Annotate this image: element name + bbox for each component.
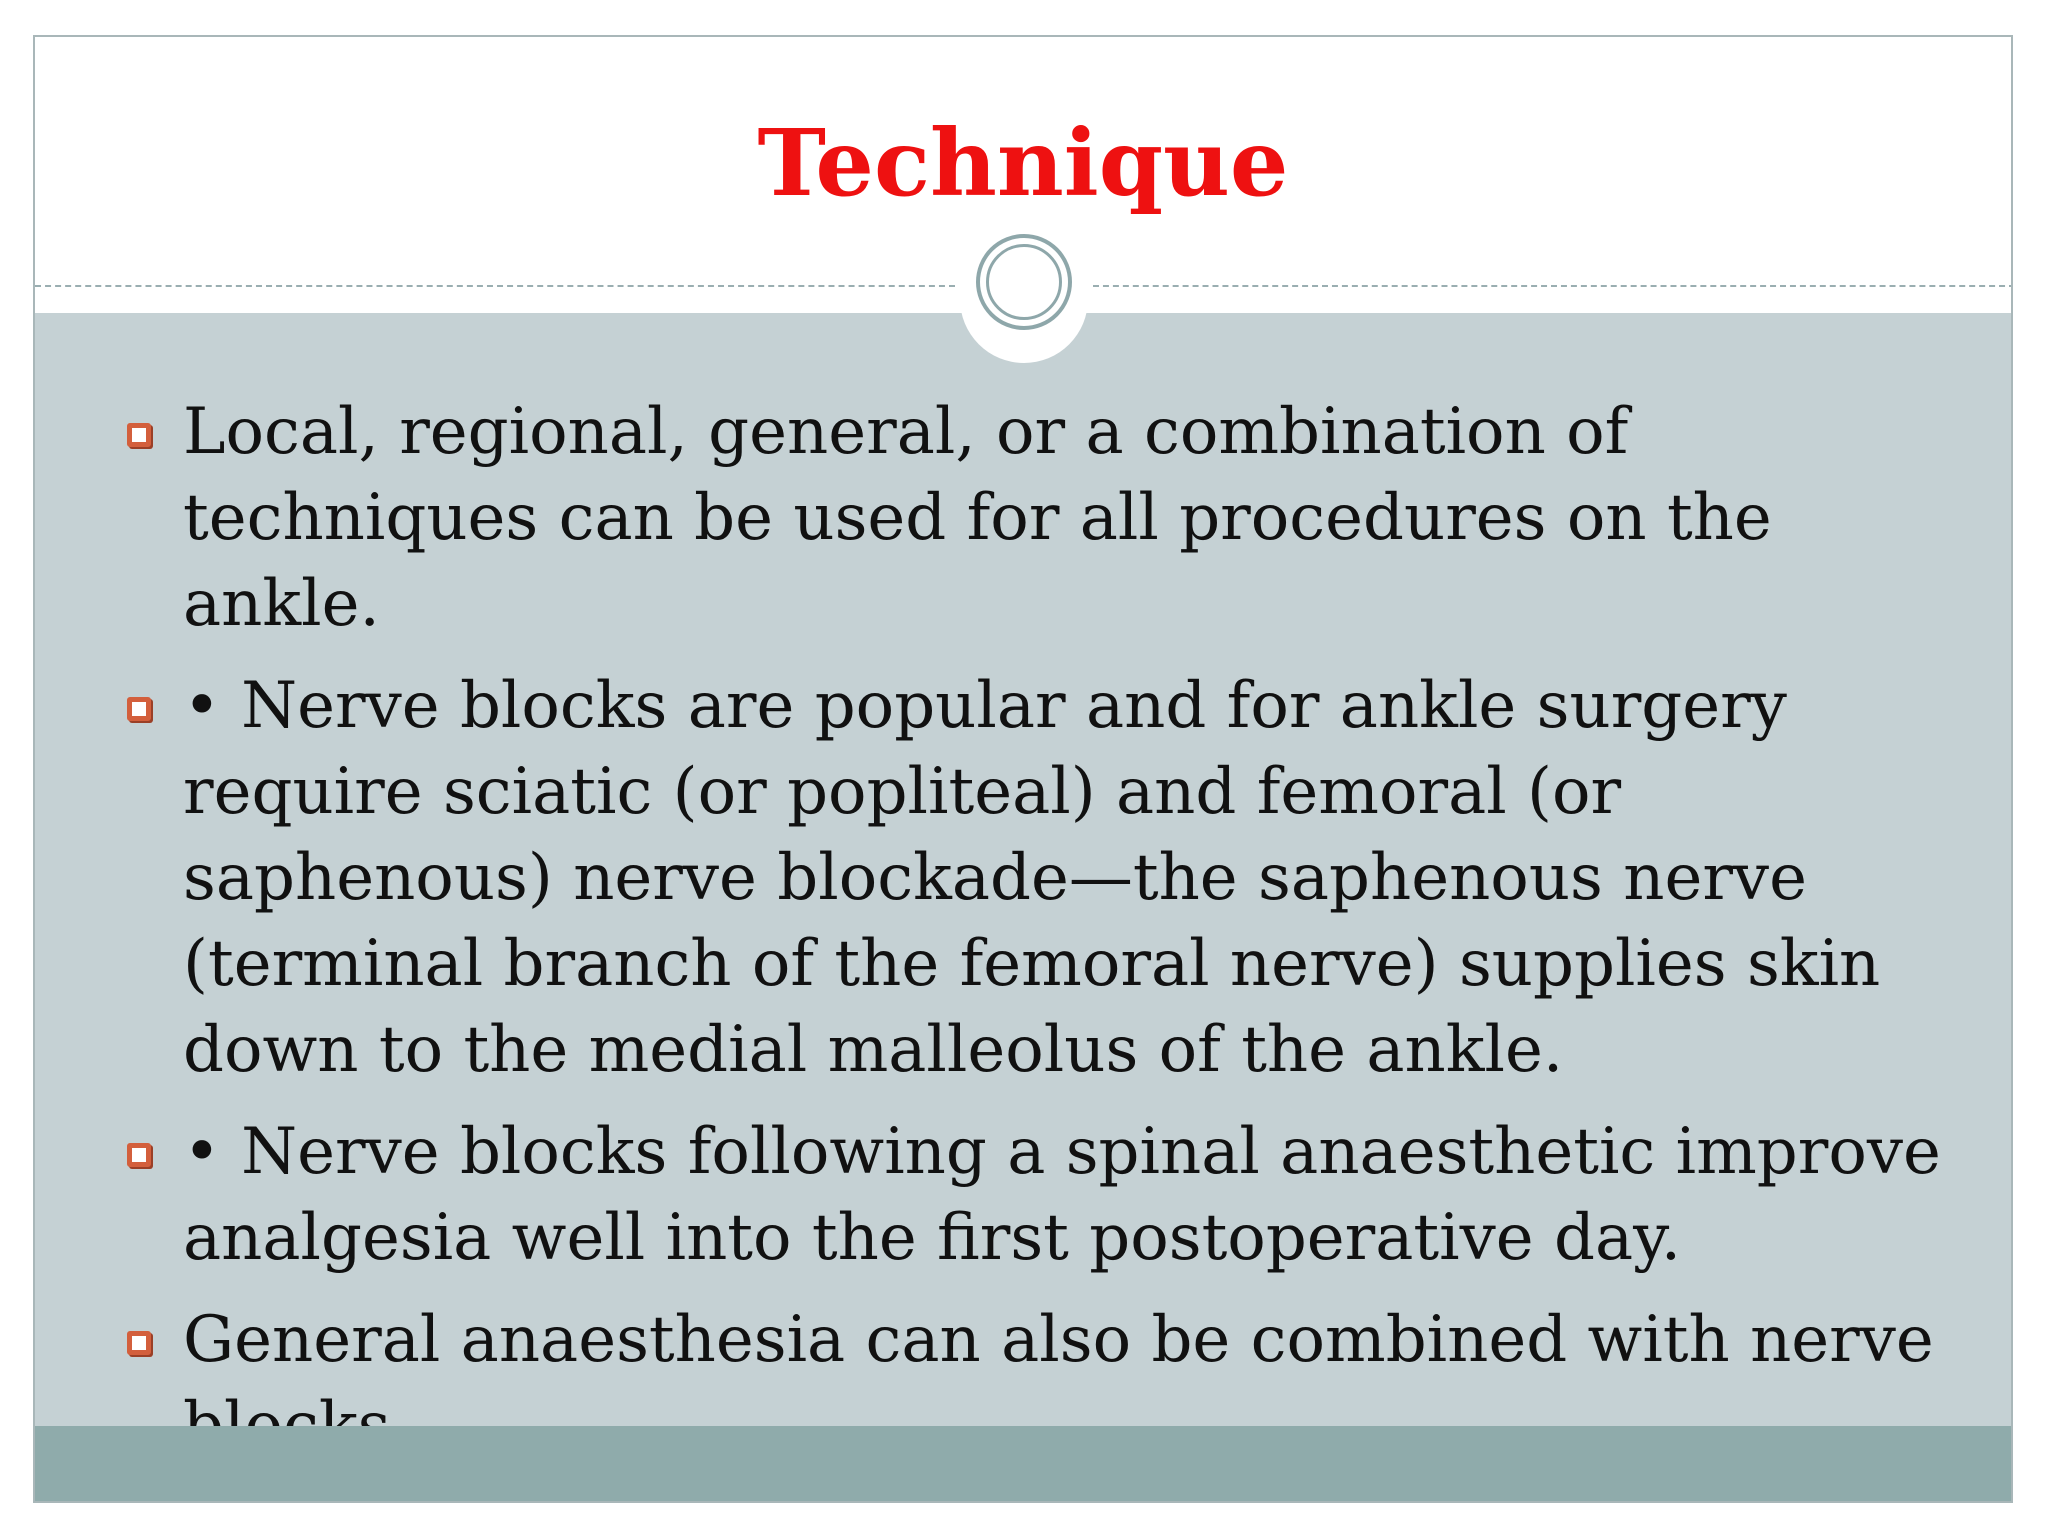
footer-bar bbox=[35, 1426, 2011, 1501]
bullet-item bbox=[95, 389, 1975, 647]
bullet-text: • Nerve blocks following a spinal anaesthetic improve analgesia well into the first postoperative day. bbox=[183, 1115, 1941, 1275]
title-divider-right bbox=[1093, 285, 2013, 287]
checkbox-square-icon bbox=[127, 1143, 151, 1167]
slide bbox=[33, 35, 2013, 1503]
bullet-text: Local, regional, general, or a combination of techniques can be used for all procedures on the ankle. bbox=[183, 395, 1772, 641]
bullet-item bbox=[95, 663, 1975, 1093]
title-divider-left bbox=[35, 285, 955, 287]
bullet-list bbox=[95, 389, 1975, 1485]
bullet-text: General anaesthesia can also be combined with nerve bbox=[183, 1303, 1934, 1377]
checkbox-square-icon bbox=[127, 697, 151, 721]
checkbox-square-icon bbox=[127, 423, 151, 447]
double-ring-circle-icon bbox=[976, 234, 1072, 330]
bullet-item bbox=[95, 1109, 1975, 1281]
slide-title: Technique bbox=[757, 109, 1289, 217]
bullet-text: • Nerve blocks are popular and for ankle surgery require sciatic (or popliteal) and femoral (or saphenous) nerve blockade—the saphenous nerve (terminal branch of the femoral nerve) supplies skin down to the medial malleolus of the ankle. bbox=[183, 669, 1881, 1087]
checkbox-square-icon bbox=[127, 1331, 151, 1355]
